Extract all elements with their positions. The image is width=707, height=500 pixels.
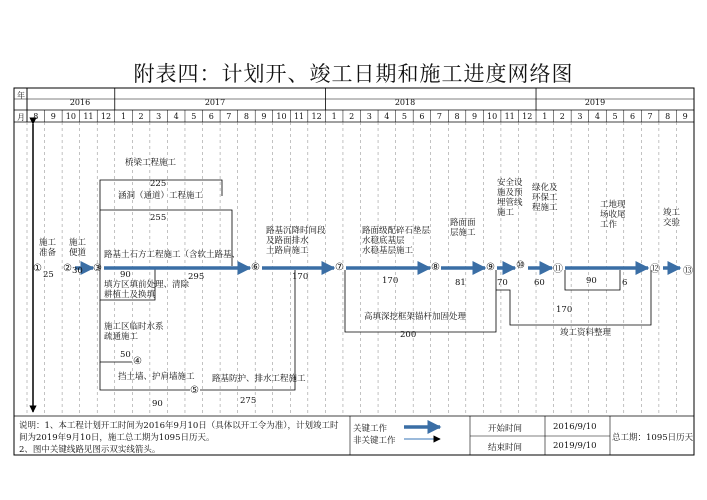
duration-label: 170	[556, 305, 573, 315]
month-cell: 9	[261, 112, 267, 121]
legend-start-value: 2016/9/10	[553, 422, 597, 432]
month-cell: 1	[120, 112, 127, 121]
duration-label: 225	[150, 179, 167, 189]
month-cell: 1	[542, 112, 548, 121]
task-temp-drainage: 施工区临时水系 疏通施工	[104, 322, 164, 342]
task-bridge: 桥梁工程施工	[125, 158, 177, 168]
duration-label: 30	[72, 266, 83, 276]
duration-label: 81	[455, 278, 466, 288]
month-cell: 2	[559, 112, 565, 121]
legend-total-duration: 总工期：1095日历天	[612, 433, 694, 443]
month-cell: 5	[401, 112, 407, 121]
legend-end-label: 结束时间	[488, 443, 523, 453]
month-cell: 6	[419, 112, 425, 121]
duration-label: 60	[534, 278, 545, 288]
node: ⑥	[251, 262, 260, 273]
duration-label: 200	[400, 330, 417, 340]
month-cell: 7	[647, 112, 653, 121]
year-header-label: 年	[17, 91, 25, 100]
duration-label: 295	[188, 272, 205, 282]
duration-label: 6	[622, 278, 628, 288]
notes-text: 说明：1、本工程计划开工时间为2016年9月10日（具体以开工令为准），计划竣工时 间为2019年9月10日，施工总工期为1095日历天。 2、图中关键线路见图示双实线箭头。	[19, 421, 339, 455]
task-pavement-base: 路面级配碎石垫层 水稳底基层 水稳基层施工	[362, 226, 431, 256]
duration-label: 70	[497, 278, 508, 288]
month-cell: 8	[33, 112, 39, 121]
duration-label: 275	[240, 396, 257, 406]
duration-label: 170	[292, 272, 309, 282]
month-cell: 3	[156, 112, 162, 121]
task-fill-treatment: 填方区填前处理、清除 耕植土及换填	[104, 280, 190, 300]
node: ⑬	[683, 266, 693, 277]
task-access-road: 施工 便道	[69, 238, 87, 258]
month-cell: 10	[276, 112, 287, 121]
month-cell: 5	[612, 112, 618, 121]
legend-critical-label: 关键工作	[353, 424, 388, 434]
node: ⑨	[486, 262, 495, 273]
duration-label: 50	[120, 350, 131, 360]
node: ⑪	[553, 264, 563, 275]
task-settlement: 路基沉降时间段 及路面排水 土路肩施工	[266, 226, 326, 256]
month-cell: 6	[208, 112, 214, 121]
legend-noncritical-label: 非关键工作	[353, 436, 396, 446]
node: ⑤	[190, 385, 199, 396]
task-acceptance: 竣工 交验	[663, 208, 681, 228]
month-header-label: 月	[17, 113, 25, 122]
task-construction-prep: 施工 准备	[39, 238, 57, 258]
month-cell: 9	[50, 112, 56, 121]
month-cell: 4	[384, 112, 390, 121]
month-cell: 8	[454, 112, 460, 121]
year-2017: 2017	[204, 98, 226, 107]
month-cell: 10	[65, 112, 76, 121]
month-cell: 7	[436, 112, 443, 121]
month-cell: 6	[630, 112, 636, 121]
node: ⑧	[431, 262, 440, 273]
month-cell: 1	[331, 112, 337, 121]
node: ⑫	[650, 264, 660, 275]
month-cell: 4	[594, 112, 600, 121]
year-2018: 2018	[394, 98, 416, 107]
month-cell: 2	[138, 112, 144, 121]
duration-label: 90	[120, 270, 131, 280]
year-2019: 2019	[584, 98, 606, 107]
task-anchor-reinforcement: 高填深挖框架锚杆加固处理	[364, 312, 467, 322]
duration-label: 25	[43, 270, 54, 280]
year-2016: 2016	[69, 98, 91, 107]
month-cell: 11	[293, 112, 305, 121]
month-cell: 2	[349, 112, 355, 121]
task-slope-protection: 路基防护、排水工程施工	[212, 374, 306, 384]
task-earthwork: 路基土石方工程施工（含软土路基、	[104, 250, 241, 260]
month-cell: 5	[191, 112, 197, 121]
month-cell: 3	[577, 112, 583, 121]
month-cell: 12	[522, 112, 533, 121]
month-cell: 9	[472, 112, 478, 121]
task-greening: 绿化及 环保工 程施工	[532, 183, 558, 213]
duration-label: 170	[382, 276, 399, 286]
task-completion-docs: 竣工资料整理	[560, 328, 612, 338]
month-cell: 9	[682, 112, 688, 121]
month-cell: 8	[665, 112, 671, 121]
task-retaining-wall: 挡土墙、护肩墙施工	[118, 372, 195, 382]
node: ⑩	[516, 260, 525, 271]
task-surface-layer: 路面面 层施工	[450, 218, 476, 238]
month-cell: 7	[226, 112, 232, 121]
node: ①	[33, 263, 42, 274]
task-culvert: 涵洞（通道）工程施工	[118, 191, 204, 201]
legend-start-label: 开始时间	[488, 424, 523, 434]
month-cell: 12	[311, 112, 322, 121]
month-cell: 11	[83, 112, 94, 121]
month-cell: 3	[366, 112, 372, 121]
month-cell: 12	[100, 112, 112, 121]
task-safety-facilities: 安全设 施及预 埋管线 施工	[497, 178, 523, 218]
task-site-cleanup: 工地现 场收尾 工作	[600, 200, 626, 230]
duration-label: 90	[586, 276, 597, 286]
month-cell: 8	[243, 112, 249, 121]
legend-end-value: 2019/9/10	[553, 441, 597, 451]
node: ③	[93, 263, 102, 274]
month-cell: 11	[504, 112, 515, 121]
node: ⑦	[335, 262, 344, 273]
node: ④	[133, 356, 142, 367]
month-cell: 10	[487, 112, 498, 121]
page-title: 附表四：计划开、竣工日期和施工进度网络图	[133, 62, 574, 86]
duration-label: 255	[150, 213, 167, 223]
duration-label: 90	[152, 399, 163, 409]
node: ②	[63, 263, 72, 274]
month-cell: 4	[173, 112, 179, 121]
